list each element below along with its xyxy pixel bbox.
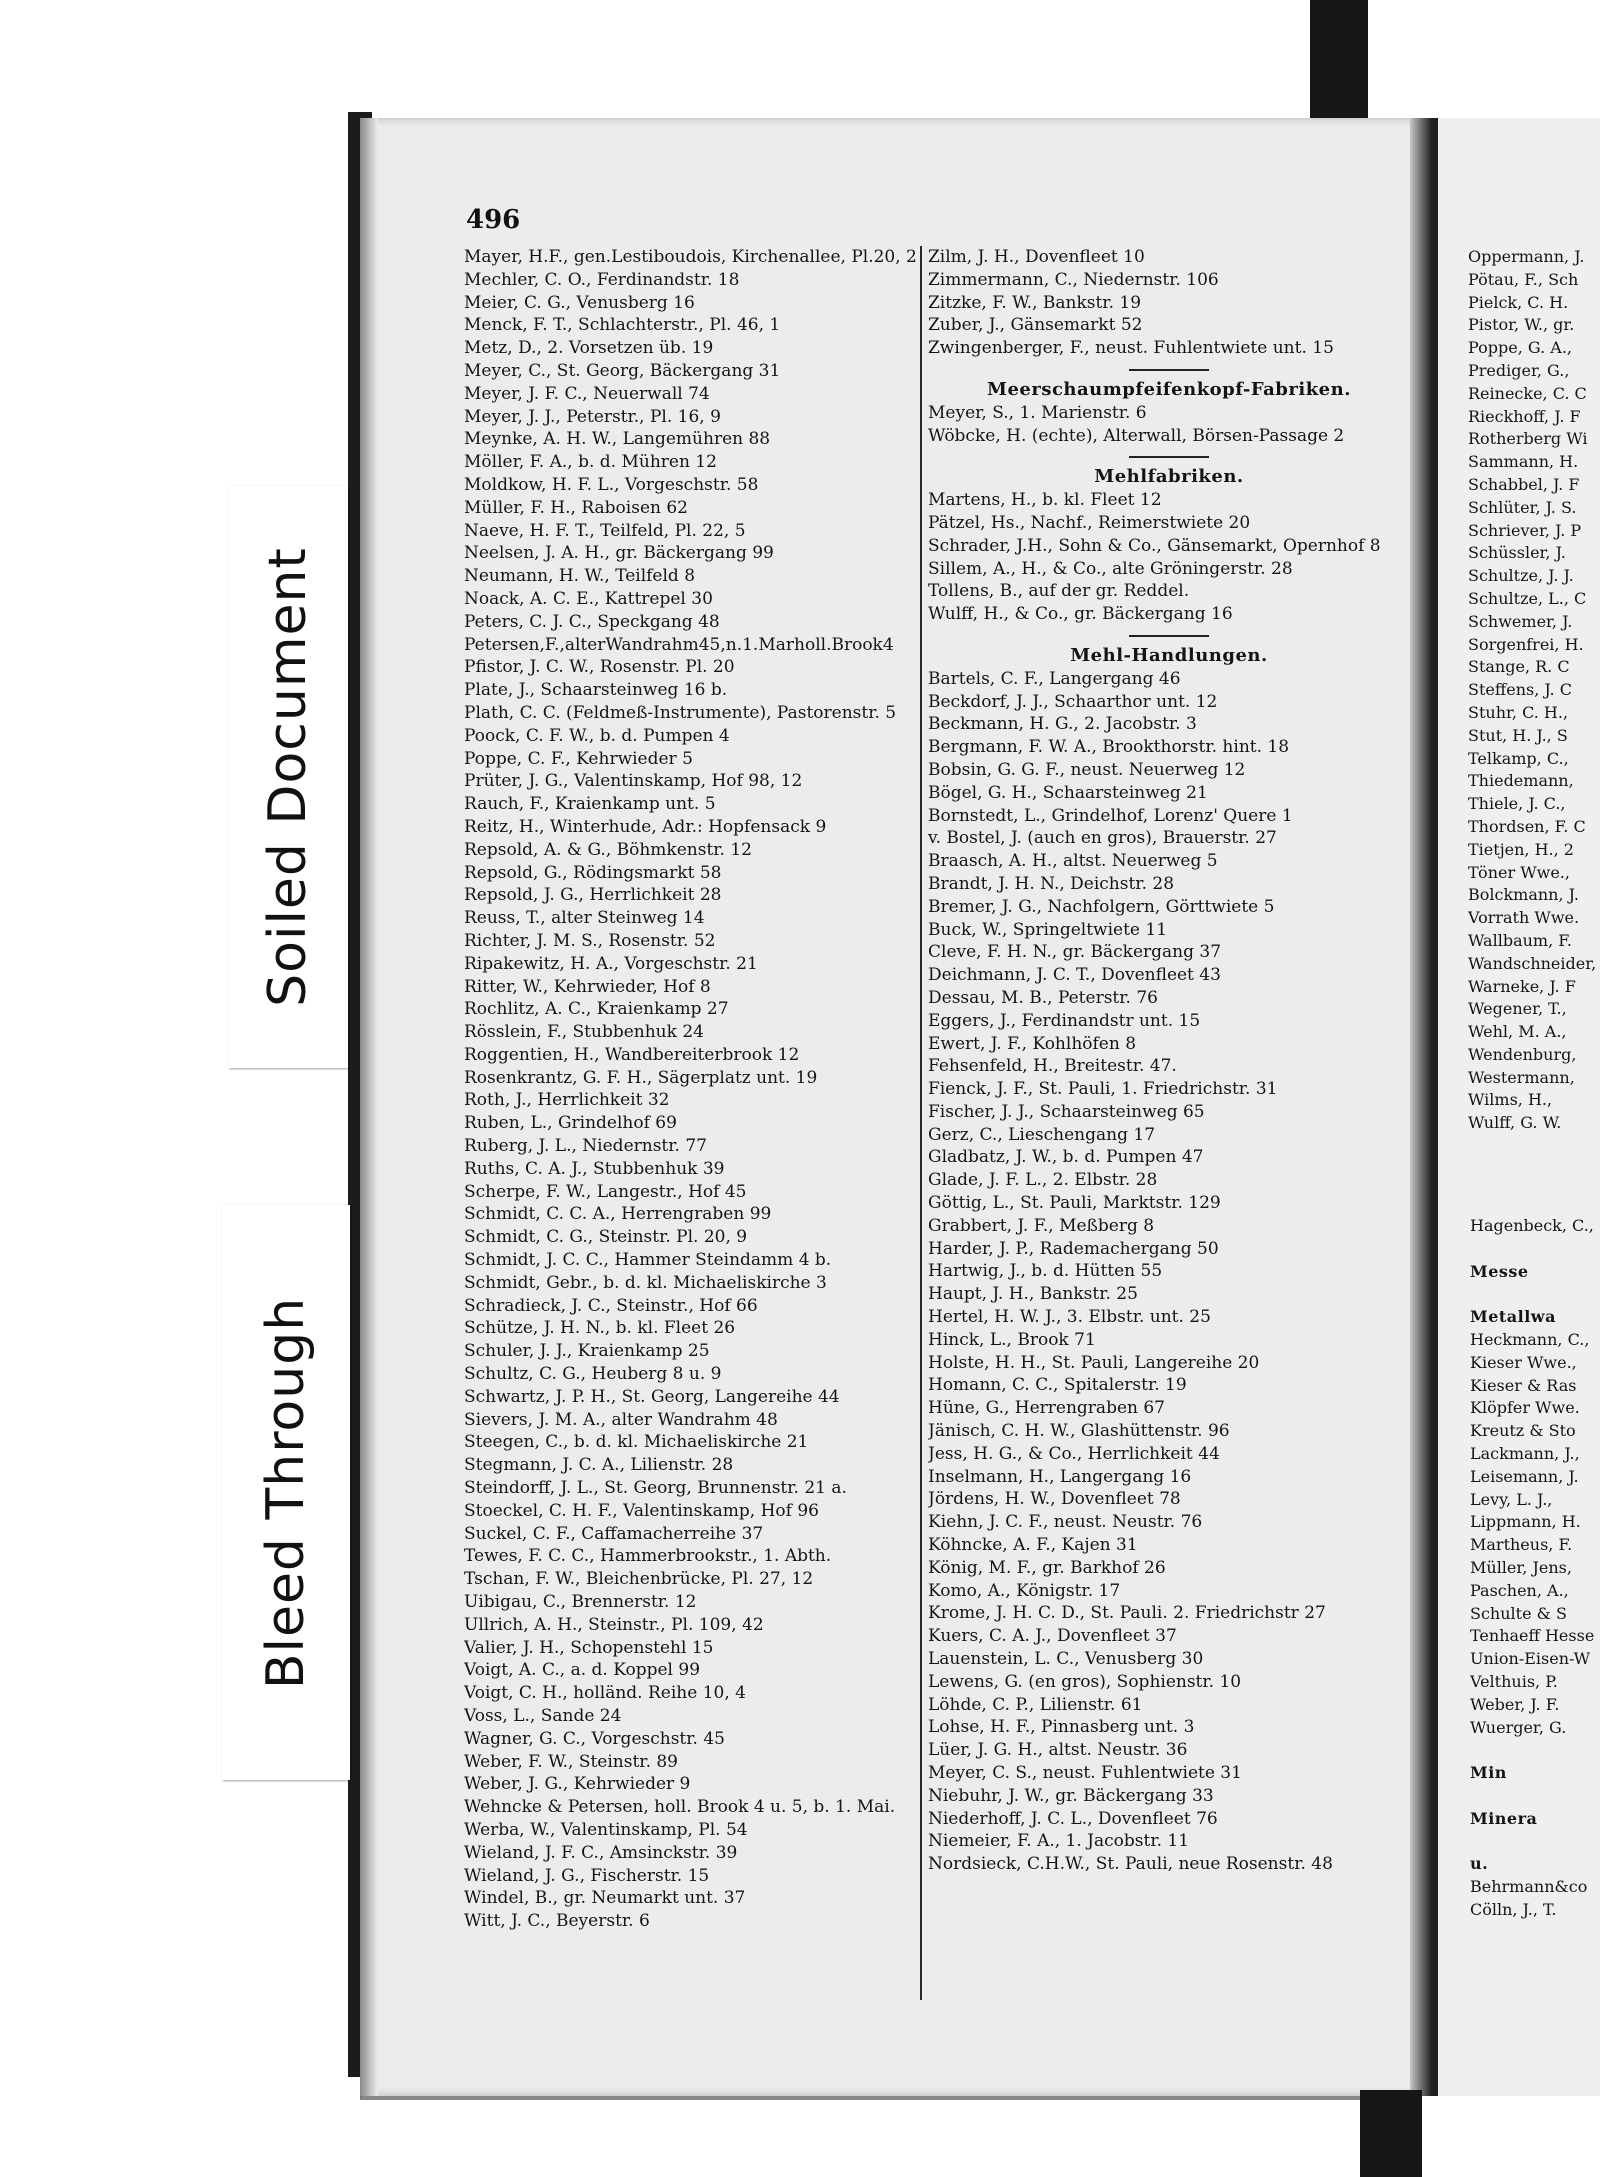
directory-entry: Sorgenfrei, H. xyxy=(1468,634,1584,654)
directory-entry: Plate, J., Schaarsteinweg 16 b. xyxy=(464,680,728,701)
directory-entry: Tietjen, H., 2 xyxy=(1468,839,1574,859)
directory-entry: Lüer, J. G. H., altst. Neustr. 36 xyxy=(928,1740,1188,1761)
directory-entry: Beckdorf, J. J., Schaarthor unt. 12 xyxy=(928,691,1218,712)
directory-entry: Tschan, F. W., Bleichenbrücke, Pl. 27, 12 xyxy=(464,1569,814,1590)
directory-entry: Schwartz, J. P. H., St. Georg, Langereihe 44 xyxy=(464,1386,840,1407)
directory-entry: Mayer, H.F., gen.Lestiboudois, Kirchenallee, Pl.20, 2 xyxy=(464,247,917,267)
directory-entry: Bobsin, G. G. F., neust. Neuerweg 12 xyxy=(928,759,1246,780)
directory-entry: Meyer, J. J., Peterstr., Pl. 16, 9 xyxy=(464,406,721,427)
directory-entry: Wendenburg, xyxy=(1468,1044,1577,1064)
directory-entry: Pielck, C. H. xyxy=(1468,292,1569,312)
directory-entry: Gerz, C., Lieschengang 17 xyxy=(928,1124,1156,1145)
directory-entry: Köhncke, A. F., Kajen 31 xyxy=(928,1535,1138,1556)
directory-entry: Lewens, G. (en gros), Sophienstr. 10 xyxy=(928,1671,1242,1692)
section-spacer xyxy=(1470,1283,1600,1306)
directory-entry: Velthuis, P. xyxy=(1470,1671,1558,1691)
directory-entry: Meyer, J. F. C., Neuerwall 74 xyxy=(464,383,710,404)
column-divider xyxy=(920,246,922,2000)
directory-entry: Schabbel, J. F xyxy=(1468,474,1580,494)
section-heading: Mehlfabriken. xyxy=(1094,466,1244,488)
directory-entry: Schultze, L., C xyxy=(1468,588,1587,608)
directory-entry: Neumann, H. W., Teilfeld 8 xyxy=(464,566,696,587)
directory-entry: Levy, L. J., xyxy=(1470,1489,1553,1509)
soiled-document-label xyxy=(228,486,348,1068)
directory-entry: Pistor, W., gr. xyxy=(1468,315,1575,335)
directory-entry: Wehl, M. A., xyxy=(1468,1022,1567,1042)
directory-entry: Schmidt, J. C. C., Hammer Steindamm 4 b. xyxy=(464,1250,832,1271)
page-shadow xyxy=(360,118,378,2096)
directory-entry: Sievers, J. M. A., alter Wandrahm 48 xyxy=(464,1409,778,1430)
directory-entry: Niemeier, F. A., 1. Jacobstr. 11 xyxy=(928,1831,1190,1852)
directory-entry: Schüssler, J. xyxy=(1468,543,1566,563)
directory-entry: Schütze, J. H. N., b. kl. Fleet 26 xyxy=(464,1318,736,1339)
directory-entry: Hinck, L., Brook 71 xyxy=(928,1329,1096,1350)
directory-entry: Stoeckel, C. H. F., Valentinskamp, Hof 96 xyxy=(464,1500,819,1521)
directory-entry: Meyer, S., 1. Marienstr. 6 xyxy=(928,402,1147,423)
directory-entry: Stegmann, J. C. A., Lilienstr. 28 xyxy=(464,1455,734,1476)
directory-entry: Wuerger, G. xyxy=(1470,1717,1567,1737)
directory-entry: Heckmann, C., xyxy=(1470,1329,1590,1349)
directory-entry: Neelsen, J. A. H., gr. Bäckergang 99 xyxy=(464,543,774,564)
directory-entry: Tollens, B., auf der gr. Reddel. xyxy=(928,581,1190,602)
directory-entry: Jördens, H. W., Dovenfleet 78 xyxy=(928,1489,1181,1510)
directory-entry: Grabbert, J. F., Meßberg 8 xyxy=(928,1215,1155,1236)
directory-entry: Fischer, J. J., Schaarsteinweg 65 xyxy=(928,1101,1205,1122)
directory-entry: Plath, C. C. (Feldmeß-Instrumente), Pastorenstr. 5 xyxy=(464,702,897,723)
section-spacer xyxy=(1470,1831,1600,1854)
directory-entry: Bögel, G. H., Schaarsteinweg 21 xyxy=(928,782,1208,803)
section-rule xyxy=(1129,369,1209,371)
directory-entry: Wandschneider, xyxy=(1468,953,1597,973)
directory-entry: Rauch, F., Kraienkamp unt. 5 xyxy=(464,794,716,815)
directory-entry: Kieser Wwe., xyxy=(1470,1352,1577,1372)
directory-entry: Homann, C. C., Spitalerstr. 19 xyxy=(928,1375,1187,1396)
directory-entry: Sammann, H. xyxy=(1468,452,1579,472)
directory-entry: Ullrich, A. H., Steinstr., Pl. 109, 42 xyxy=(464,1614,764,1635)
directory-entry: Wulff, H., & Co., gr. Bäckergang 16 xyxy=(928,604,1233,625)
directory-entry: Voigt, A. C., a. d. Koppel 99 xyxy=(464,1660,701,1681)
directory-entry: Stuhr, C. H., xyxy=(1468,702,1569,722)
directory-entry: Löhde, C. P., Lilienstr. 61 xyxy=(928,1694,1143,1715)
directory-entry: Reinecke, C. C xyxy=(1468,383,1587,403)
directory-entry: Reuss, T., alter Steinweg 14 xyxy=(464,908,705,929)
directory-entry: Weber, F. W., Steinstr. 89 xyxy=(464,1751,679,1772)
directory-entry: Schradieck, J. C., Steinstr., Hof 66 xyxy=(464,1295,758,1316)
directory-entry: Lohse, H. F., Pinnasberg unt. 3 xyxy=(928,1717,1195,1738)
directory-entry: Schlüter, J. S. xyxy=(1468,497,1577,517)
directory-entry: Schuler, J. J., Kraienkamp 25 xyxy=(464,1341,710,1362)
directory-entry: Holste, H. H., St. Pauli, Langereihe 20 xyxy=(928,1352,1260,1373)
directory-entry: Göttig, L., St. Pauli, Marktstr. 129 xyxy=(928,1193,1221,1214)
directory-entry: Voss, L., Sande 24 xyxy=(464,1706,622,1726)
directory-entry: Thordsen, F. C xyxy=(1468,816,1586,836)
directory-entry: Steegen, C., b. d. kl. Michaeliskirche 21 xyxy=(464,1432,809,1453)
directory-entry: Schultz, C. G., Heuberg 8 u. 9 xyxy=(464,1364,722,1385)
directory-entry: Meynke, A. H. W., Langemühren 88 xyxy=(464,429,771,450)
directory-entry: Tewes, F. C. C., Hammerbrookstr., 1. Abth. xyxy=(464,1546,832,1567)
directory-entry: Hüne, G., Herrengraben 67 xyxy=(928,1398,1165,1419)
directory-entry: Möller, F. A., b. d. Mühren 12 xyxy=(464,452,717,473)
directory-entry: Braasch, A. H., altst. Neuerweg 5 xyxy=(928,851,1218,872)
directory-entry: Suckel, C. F., Caffamacherreihe 37 xyxy=(464,1523,764,1544)
directory-entry: Zwingenberger, F., neust. Fuhlentwiete unt. 15 xyxy=(928,338,1334,359)
directory-entry: Pätzel, Hs., Nachf., Reimerstwiete 20 xyxy=(928,512,1251,533)
directory-entry: Jess, H. G., & Co., Herrlichkeit 44 xyxy=(928,1443,1220,1464)
directory-entry: Hagenbeck, C., xyxy=(1470,1216,1594,1235)
directory-entry: Gladbatz, J. W., b. d. Pumpen 47 xyxy=(928,1147,1204,1168)
directory-entry: Thiele, J. C., xyxy=(1468,794,1566,814)
directory-entry: Glade, J. F. L., 2. Elbstr. 28 xyxy=(928,1170,1158,1191)
directory-entry: Lackmann, J., xyxy=(1470,1443,1580,1463)
directory-entry: Wegener, T., xyxy=(1468,999,1567,1019)
directory-entry: Schulte & S xyxy=(1470,1603,1567,1623)
directory-entry: Eggers, J., Ferdinandstr unt. 15 xyxy=(928,1010,1201,1031)
bleed-through-label xyxy=(222,1205,350,1780)
directory-entry: Ruberg, J. L., Niedernstr. 77 xyxy=(464,1136,707,1157)
directory-entry: Repsold, A. & G., Böhmkenstr. 12 xyxy=(464,839,752,860)
directory-entry: Dessau, M. B., Peterstr. 76 xyxy=(928,987,1158,1008)
directory-entry: Meyer, C. S., neust. Fuhlentwiete 31 xyxy=(928,1763,1242,1783)
directory-entry: Wagner, G. C., Vorgeschstr. 45 xyxy=(464,1728,725,1749)
directory-entry: Niebuhr, J. W., gr. Bäckergang 33 xyxy=(928,1785,1214,1806)
directory-entry: Bremer, J. G., Nachfolgern, Görttwiete 5 xyxy=(928,896,1275,917)
directory-entry: Klöpfer Wwe. xyxy=(1470,1398,1580,1418)
directory-entry: Jänisch, C. H. W., Glashüttenstr. 96 xyxy=(928,1421,1230,1442)
directory-entry: Poppe, C. F., Kehrwieder 5 xyxy=(464,748,693,769)
directory-entry: Meyer, C., St. Georg, Bäckergang 31 xyxy=(464,360,781,381)
directory-entry: Roth, J., Herrlichkeit 32 xyxy=(464,1090,670,1111)
directory-entry: Metz, D., 2. Vorsetzen üb. 19 xyxy=(464,338,714,359)
directory-entry: Bolckmann, J. xyxy=(1468,885,1579,905)
directory-entry: Komo, A., Königstr. 17 xyxy=(928,1580,1121,1601)
directory-entry: Martheus, F. xyxy=(1470,1535,1573,1555)
directory-entry: Noack, A. C. E., Kattrepel 30 xyxy=(464,588,713,609)
directory-entry: Kiehn, J. C. F., neust. Neustr. 76 xyxy=(928,1512,1203,1533)
directory-entry: Paschen, A., xyxy=(1470,1580,1569,1600)
section-heading: u. xyxy=(1470,1854,1489,1874)
directory-entry: Hertel, H. W. J., 3. Elbstr. unt. 25 xyxy=(928,1307,1211,1328)
directory-entry: Schrader, J.H., Sohn & Co., Gänsemarkt, Opernhof 8 xyxy=(928,535,1381,556)
directory-entry: Rieckhoff, J. F xyxy=(1468,406,1581,426)
directory-entry: Menck, F. T., Schlachterstr., Pl. 46, 1 xyxy=(464,315,781,336)
directory-entry: Schultze, J. J. xyxy=(1468,566,1574,586)
directory-entry: Wulff, G. W. xyxy=(1468,1113,1562,1133)
directory-entry: Uibigau, C., Brennerstr. 12 xyxy=(464,1592,697,1613)
directory-entry: Kuers, C. A. J., Dovenfleet 37 xyxy=(928,1626,1177,1647)
directory-entry: Tenhaeff Hesse xyxy=(1470,1626,1595,1646)
directory-entry: Poock, C. F. W., b. d. Pumpen 4 xyxy=(464,725,730,746)
directory-entry: Warneke, J. F xyxy=(1468,976,1576,996)
section-heading: Messe xyxy=(1470,1261,1529,1281)
section-heading: Mehl-Handlungen. xyxy=(1070,644,1268,666)
directory-entry: Lauenstein, L. C., Venusberg 30 xyxy=(928,1649,1204,1670)
directory-entry: Ewert, J. F., Kohlhöfen 8 xyxy=(928,1033,1137,1054)
left-column xyxy=(464,246,919,1933)
scan-edge-bottom xyxy=(1360,2090,1422,2177)
directory-entry: Bartels, C. F., Langergang 46 xyxy=(928,668,1181,689)
directory-entry: Rösslein, F., Stubbenhuk 24 xyxy=(464,1022,704,1043)
directory-entry: Fienck, J. F., St. Pauli, 1. Friedrichstr. 31 xyxy=(928,1079,1278,1100)
directory-entry: Moldkow, H. F. L., Vorgeschstr. 58 xyxy=(464,474,759,495)
directory-entry: Martens, H., b. kl. Fleet 12 xyxy=(928,490,1162,511)
directory-entry: Buck, W., Springeltwiete 11 xyxy=(928,919,1168,940)
directory-entry: König, M. F., gr. Barkhof 26 xyxy=(928,1557,1166,1578)
directory-entry: Ritter, W., Kehrwieder, Hof 8 xyxy=(464,976,711,997)
directory-entry: Zitzke, F. W., Bankstr. 19 xyxy=(928,292,1142,313)
directory-entry: Müller, F. H., Raboisen 62 xyxy=(464,497,688,518)
directory-entry: Thiedemann, xyxy=(1468,771,1574,791)
directory-entry: Cölln, J., T. xyxy=(1470,1899,1557,1919)
directory-entry: Inselmann, H., Langergang 16 xyxy=(928,1466,1192,1487)
directory-entry: Zuber, J., Gänsemarkt 52 xyxy=(928,315,1143,336)
directory-entry: Valier, J. H., Schopenstehl 15 xyxy=(464,1637,714,1658)
directory-entry: Ruths, C. A. J., Stubbenhuk 39 xyxy=(464,1158,725,1179)
directory-entry: Roggentien, H., Wandbereiterbrook 12 xyxy=(464,1044,800,1065)
directory-entry: v. Bostel, J. (auch en gros), Brauerstr. 27 xyxy=(928,828,1277,849)
directory-entry: Harder, J. P., Rademachergang 50 xyxy=(928,1238,1219,1259)
section-heading: Min xyxy=(1470,1763,1507,1783)
directory-entry: Hartwig, J., b. d. Hütten 55 xyxy=(928,1261,1163,1282)
directory-entry: Töner Wwe., xyxy=(1468,862,1570,882)
section-heading: Minera xyxy=(1470,1808,1538,1828)
directory-entry: Westermann, xyxy=(1468,1067,1575,1087)
directory-entry: Oppermann, J. xyxy=(1468,247,1585,266)
directory-entry: Lippmann, H. xyxy=(1470,1512,1581,1532)
bleed-through-text: Bleed Through xyxy=(256,1296,316,1689)
directory-entry: Niederhoff, J. C. L., Dovenfleet 76 xyxy=(928,1808,1218,1829)
directory-entry: Rosenkrantz, G. F. H., Sägerplatz unt. 19 xyxy=(464,1067,818,1088)
directory-entry: Richter, J. M. S., Rosenstr. 52 xyxy=(464,930,716,951)
middle-column xyxy=(928,246,1410,1876)
directory-entry: Kieser & Ras xyxy=(1470,1375,1577,1395)
directory-entry: Zimmermann, C., Niedernstr. 106 xyxy=(928,269,1219,290)
section-heading: Metallwa xyxy=(1470,1307,1556,1327)
directory-entry: Cleve, F. H. N., gr. Bäckergang 37 xyxy=(928,942,1222,963)
directory-entry: Zilm, J. H., Dovenfleet 10 xyxy=(928,247,1145,267)
directory-entry: Stange, R. C xyxy=(1468,657,1570,677)
directory-entry: Nordsieck, C.H.W., St. Pauli, neue Rosenstr. 48 xyxy=(928,1854,1333,1875)
section-heading: Meerschaumpfeifenkopf-Fabriken. xyxy=(987,378,1351,400)
directory-entry: Telkamp, C., xyxy=(1468,748,1569,768)
directory-entry: Repsold, J. G., Herrlichkeit 28 xyxy=(464,885,722,906)
directory-entry: Weber, J. F. xyxy=(1470,1694,1560,1714)
directory-entry: Steffens, J. C xyxy=(1468,680,1572,700)
directory-entry: Scherpe, F. W., Langestr., Hof 45 xyxy=(464,1181,747,1202)
directory-entry: Steindorff, J. L., St. Georg, Brunnenstr. 21 a. xyxy=(464,1478,847,1499)
directory-entry: Voigt, C. H., holländ. Reihe 10, 4 xyxy=(464,1683,746,1704)
directory-entry: Leisemann, J. xyxy=(1470,1466,1579,1486)
directory-entry: Wieland, J. F. C., Amsinckstr. 39 xyxy=(464,1842,738,1863)
directory-entry: Mechler, C. O., Ferdinandstr. 18 xyxy=(464,269,740,290)
directory-entry: Repsold, G., Rödingsmarkt 58 xyxy=(464,862,722,883)
right-page-column-lower xyxy=(1470,1215,1600,1922)
directory-entry: Schmidt, C. G., Steinstr. Pl. 20, 9 xyxy=(464,1227,748,1248)
scan-edge-top xyxy=(1310,0,1368,120)
directory-entry: Union-Eisen-W xyxy=(1470,1649,1591,1669)
directory-entry: Bornstedt, L., Grindelhof, Lorenz' Quere 1 xyxy=(928,805,1293,826)
directory-entry: Müller, Jens, xyxy=(1470,1557,1572,1577)
directory-entry: Pötau, F., Sch xyxy=(1468,269,1579,289)
directory-entry: Schwemer, J. xyxy=(1468,611,1573,631)
directory-entry: Wilms, H., xyxy=(1468,1090,1553,1110)
directory-entry: Deichmann, J. C. T., Dovenfleet 43 xyxy=(928,965,1221,986)
directory-entry: Meier, C. G., Venusberg 16 xyxy=(464,292,695,313)
directory-entry: Schmidt, C. C. A., Herrengraben 99 xyxy=(464,1204,772,1225)
directory-entry: Wallbaum, F. xyxy=(1468,930,1572,950)
directory-entry: Weber, J. G., Kehrwieder 9 xyxy=(464,1774,691,1795)
directory-entry: Haupt, J. H., Bankstr. 25 xyxy=(928,1284,1138,1305)
directory-entry: Brandt, J. H. N., Deichstr. 28 xyxy=(928,873,1175,894)
section-spacer xyxy=(1470,1238,1600,1261)
soiled-document-text: Soiled Document xyxy=(258,547,318,1007)
directory-entry: Reitz, H., Winterhude, Adr.: Hopfensack 9 xyxy=(464,816,827,837)
directory-entry: Naeve, H. F. T., Teilfeld, Pl. 22, 5 xyxy=(464,520,746,541)
directory-entry: Wieland, J. G., Fischerstr. 15 xyxy=(464,1865,710,1886)
right-page-column-upper xyxy=(1468,246,1600,1135)
directory-entry: Krome, J. H. C. D., St. Pauli. 2. Friedrichstr 27 xyxy=(928,1603,1326,1624)
section-rule xyxy=(1129,635,1209,637)
directory-entry: Bergmann, F. W. A., Brookthorstr. hint. 18 xyxy=(928,737,1290,758)
directory-entry: Petersen,F.,alterWandrahm45,n.1.Marholl.Brook4 xyxy=(464,634,894,655)
directory-entry: Prüter, J. G., Valentinskamp, Hof 98, 12 xyxy=(464,771,803,792)
directory-entry: Kreutz & Sto xyxy=(1470,1421,1576,1441)
directory-entry: Witt, J. C., Beyerstr. 6 xyxy=(464,1911,650,1932)
section-spacer xyxy=(1470,1785,1600,1808)
directory-entry: Wöbcke, H. (echte), Alterwall, Börsen-Passage 2 xyxy=(928,425,1345,446)
directory-entry: Rotherberg Wi xyxy=(1468,429,1588,449)
directory-entry: Fehsenfeld, H., Breitestr. 47. xyxy=(928,1056,1177,1077)
directory-entry: Prediger, G., xyxy=(1468,360,1570,380)
directory-entry: Vorrath Wwe. xyxy=(1468,908,1580,928)
directory-entry: Peters, C. J. C., Speckgang 48 xyxy=(464,611,720,632)
section-rule xyxy=(1129,456,1209,458)
directory-entry: Sillem, A., H., & Co., alte Gröningerstr. 28 xyxy=(928,558,1293,579)
directory-entry: Schmidt, Gebr., b. d. kl. Michaeliskirche 3 xyxy=(464,1272,827,1293)
directory-entry: Behrmann&co xyxy=(1470,1877,1588,1897)
directory-entry: Ruben, L., Grindelhof 69 xyxy=(464,1113,677,1134)
directory-entry: Windel, B., gr. Neumarkt unt. 37 xyxy=(464,1888,746,1909)
directory-entry: Wehncke & Petersen, holl. Brook 4 u. 5, b. 1. Mai. xyxy=(464,1797,896,1818)
directory-entry: Werba, W., Valentinskamp, Pl. 54 xyxy=(464,1819,748,1840)
page-number: 496 xyxy=(466,205,521,235)
section-spacer xyxy=(1470,1739,1600,1762)
directory-entry: Stut, H. J., S xyxy=(1468,725,1568,745)
directory-entry: Ripakewitz, H. A., Vorgeschstr. 21 xyxy=(464,953,758,974)
directory-entry: Beckmann, H. G., 2. Jacobstr. 3 xyxy=(928,714,1197,735)
directory-entry: Rochlitz, A. C., Kraienkamp 27 xyxy=(464,999,729,1020)
directory-entry: Schriever, J. P xyxy=(1468,520,1582,540)
directory-entry: Pfistor, J. C. W., Rosenstr. Pl. 20 xyxy=(464,657,735,678)
directory-entry: Poppe, G. A., xyxy=(1468,338,1572,358)
